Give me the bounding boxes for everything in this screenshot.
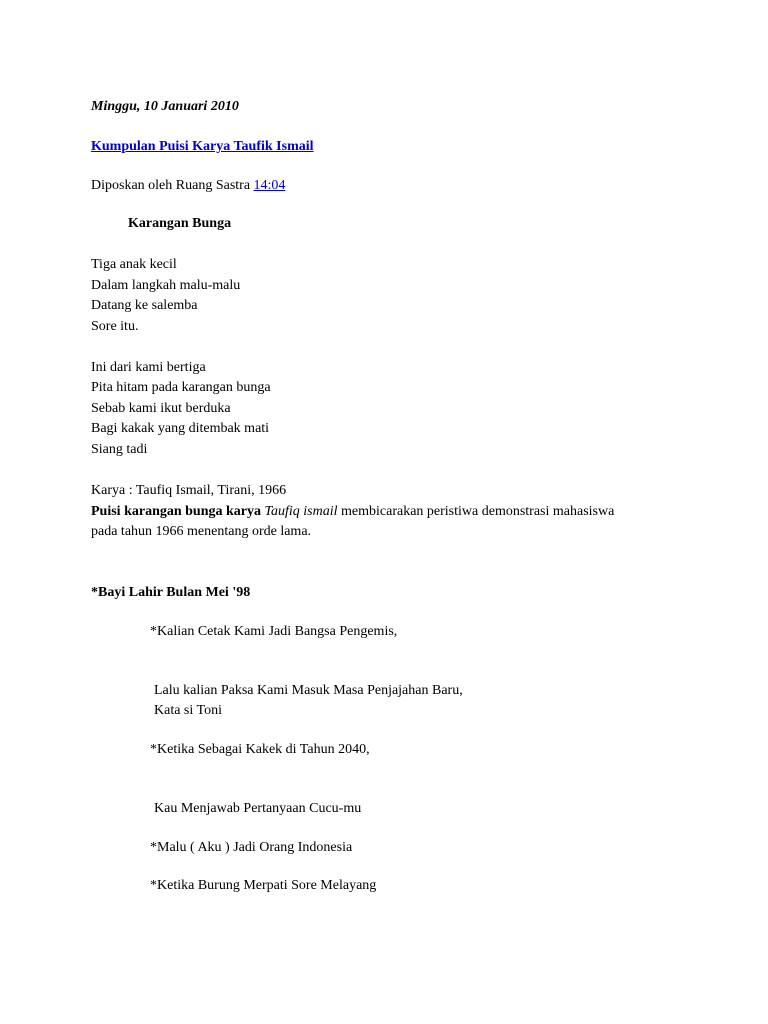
poem-line: *Kalian Cetak Kami Jadi Bangsa Pengemis, <box>150 624 398 639</box>
post-time-link[interactable]: 14:04 <box>253 178 286 193</box>
poem-line: *Ketika Sebagai Kakek di Tahun 2040, <box>150 742 370 757</box>
post-date: Minggu, 10 Januari 2010 <box>91 99 239 114</box>
poem-line: Ini dari kami bertiga <box>91 360 206 375</box>
poem-line: Pita hitam pada karangan bunga <box>91 380 271 395</box>
poem-line: Sore itu. <box>91 319 139 334</box>
poem-line: Bagi kakak yang ditembak mati <box>91 421 270 436</box>
poem-line: Tiga anak kecil <box>91 257 177 272</box>
poem-line: Kata si Toni <box>154 703 222 718</box>
poem-line: *Ketika Burung Merpati Sore Melayang <box>150 878 377 893</box>
poem-line: Lalu kalian Paksa Kami Masuk Masa Penjajahan Baru, <box>154 683 463 698</box>
poem-line: Kau Menjawab Pertanyaan Cucu-mu <box>154 801 362 816</box>
post-title-link[interactable]: Kumpulan Puisi Karya Taufik Ismail <box>91 139 314 154</box>
poem-title-karangan-bunga: Karangan Bunga <box>128 216 232 231</box>
poem-line: Siang tadi <box>91 442 148 457</box>
note-italic-text: Taufiq ismail <box>264 504 338 519</box>
poem-line: Datang ke salemba <box>91 298 198 313</box>
poem-title-bayi-lahir: *Bayi Lahir Bulan Mei '98 <box>91 585 251 600</box>
poem-credit: Karya : Taufiq Ismail, Tirani, 1966 <box>91 483 287 498</box>
poem-line: *Malu ( Aku ) Jadi Orang Indonesia <box>150 840 353 855</box>
note-rest-text: membicarakan peristiwa demonstrasi mahasiswa <box>337 504 615 519</box>
poem-line: Dalam langkah malu-malu <box>91 278 241 293</box>
poem-note <box>91 502 614 522</box>
post-title <box>91 137 314 157</box>
poem-note-line2: pada tahun 1966 menentang orde lama. <box>91 524 312 539</box>
byline-text: Diposkan oleh Ruang Sastra <box>91 178 254 193</box>
post-byline <box>91 176 285 196</box>
poem-line: Sebab kami ikut berduka <box>91 401 231 416</box>
note-bold-text: Puisi karangan bunga karya <box>91 504 265 519</box>
